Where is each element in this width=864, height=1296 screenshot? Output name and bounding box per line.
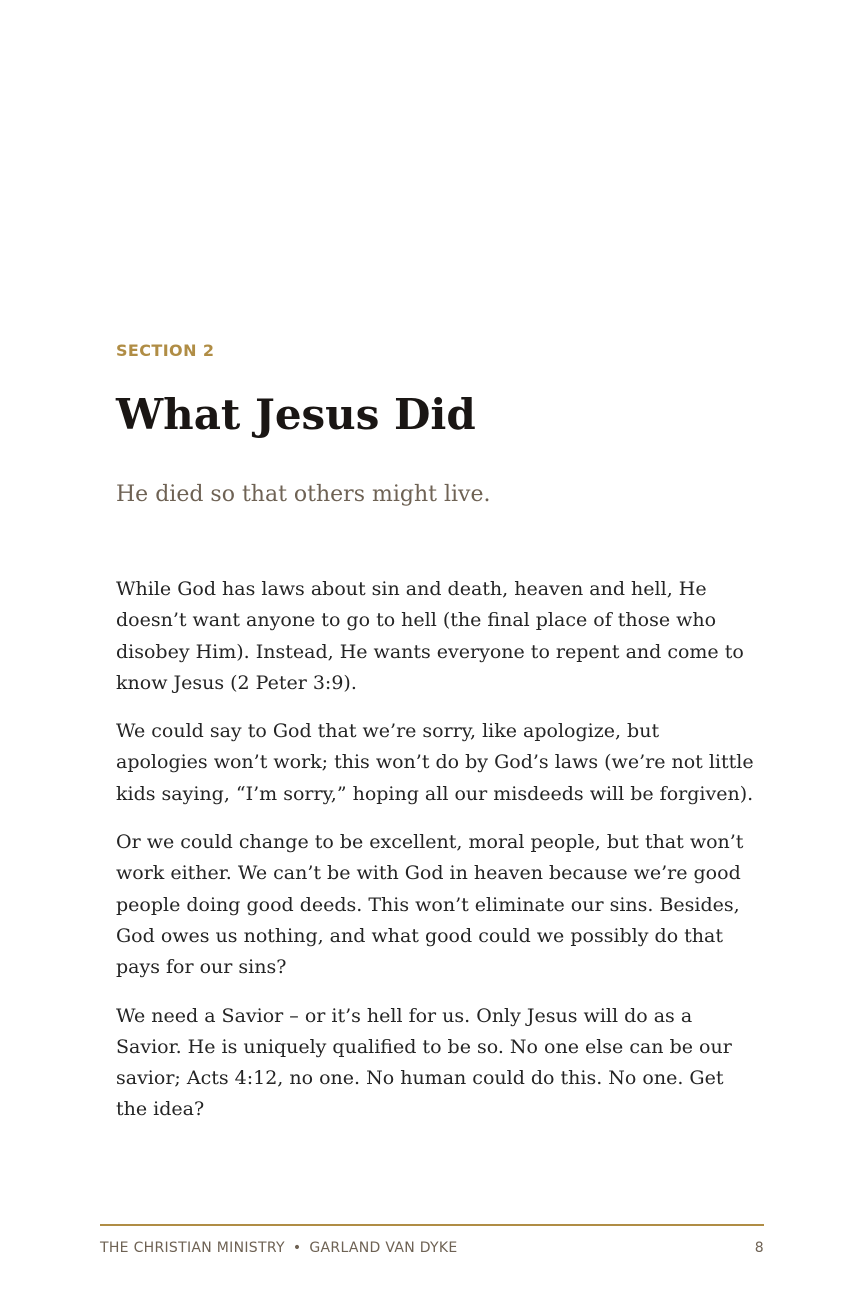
section-content	[116, 340, 756, 1143]
section-subtitle: He died so that others might live.	[116, 482, 491, 507]
page-number: 8	[754, 1240, 764, 1256]
paragraph: While God has laws about sin and death, heaven and hell, He doesn’t want anyone to go to hell (the final place of those who disobey Him). Instead, He wants everyone to repent and come to know Jesus (2 Peter 3:9).	[116, 578, 744, 694]
page-footer	[100, 1224, 764, 1256]
paragraph: We need a Savior – or it’s hell for us. Only Jesus will do as a Savior. He is uniquely qualified to be so. No one else can be our savior; Acts 4:12, no one. No human could do this. No one. Get the idea?	[116, 1004, 732, 1121]
section-label: SECTION 2	[116, 341, 215, 360]
paragraph: Or we could change to be excellent, moral people, but that won’t work either. We can’t be with God in heaven because we’re good people doing good deeds. This won’t eliminate our sins. Besides, God owes us nothing, and what good could we possibly do that pays for our sins?	[116, 831, 744, 979]
footer-author: GARLAND VAN DYKE	[309, 1240, 458, 1256]
section-title: What Jesus Did	[116, 390, 476, 439]
footer-row	[100, 1240, 764, 1256]
body-text	[116, 574, 756, 1126]
footer-separator: •	[292, 1240, 302, 1256]
footer-running-title	[100, 1240, 458, 1256]
paragraph: We could say to God that we’re sorry, like apologize, but apologies won’t work; this won’t do by God’s laws (we’re not little kids saying, “I’m sorry,” hoping all our misdeeds will be forgiven).	[116, 720, 754, 805]
footer-publication: THE CHRISTIAN MINISTRY	[100, 1240, 285, 1256]
